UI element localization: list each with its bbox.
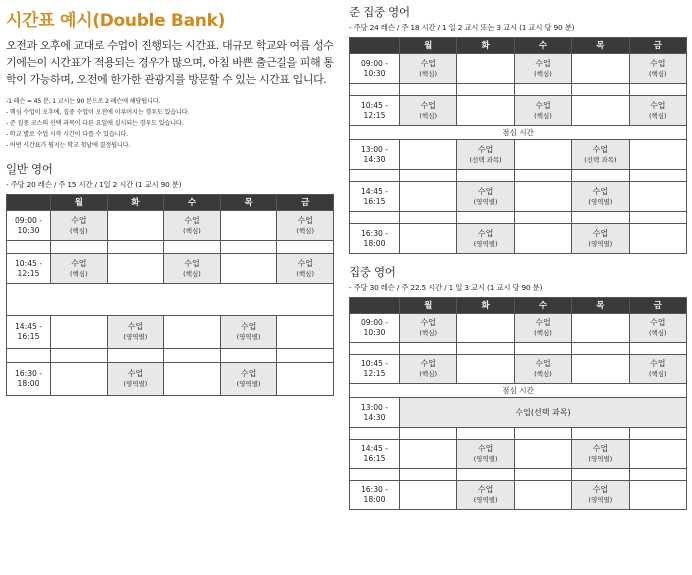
class-cell: 수업 (영역별) bbox=[572, 481, 629, 510]
spacer-row bbox=[7, 241, 334, 254]
table-row bbox=[350, 481, 687, 510]
left-column bbox=[6, 0, 334, 396]
table-row bbox=[350, 182, 687, 212]
table-row bbox=[350, 314, 687, 343]
time-cell: 16:30 - 18:00 bbox=[7, 363, 51, 396]
spacer-row bbox=[350, 170, 687, 182]
day-header: 목 bbox=[572, 298, 629, 314]
time-cell: 09:00 - 10:30 bbox=[350, 314, 400, 343]
time-cell: 14:45 - 16:15 bbox=[7, 316, 51, 349]
empty-cell bbox=[277, 363, 334, 396]
day-header: 금 bbox=[629, 298, 686, 314]
table-row bbox=[7, 211, 334, 241]
header-row bbox=[350, 38, 687, 54]
empty-cell bbox=[514, 481, 571, 510]
empty-cell bbox=[514, 182, 571, 212]
empty-cell bbox=[400, 224, 457, 254]
time-cell: 16:30 - 18:00 bbox=[350, 481, 400, 510]
empty-cell bbox=[457, 54, 514, 84]
note-item: - 학교 별로 수업 시작 시간이 다를 수 있습니다. bbox=[6, 131, 128, 138]
class-cell: 수업 (핵심) bbox=[629, 96, 686, 126]
class-cell: 수업 (핵심) bbox=[400, 96, 457, 126]
empty-cell bbox=[400, 440, 457, 469]
empty-cell bbox=[514, 140, 571, 170]
class-cell-wide: 수업(선택 과목) bbox=[400, 398, 687, 428]
spacer-row bbox=[7, 349, 334, 363]
right-column bbox=[349, 0, 687, 510]
empty-cell bbox=[629, 140, 686, 170]
lunch-label: 점심 시간 bbox=[350, 126, 687, 140]
time-cell: 10:45 - 12:15 bbox=[350, 355, 400, 384]
spacer-row bbox=[350, 469, 687, 481]
semi-title: 준 집중 영어 bbox=[349, 5, 410, 19]
table-row bbox=[7, 254, 334, 284]
class-cell: 수업 (선택 과목) bbox=[572, 140, 629, 170]
empty-cell bbox=[164, 363, 221, 396]
day-header: 월 bbox=[51, 195, 108, 211]
day-header: 목 bbox=[220, 195, 277, 211]
class-cell: 수업 (영역별) bbox=[572, 182, 629, 212]
table-row bbox=[7, 316, 334, 349]
empty-cell bbox=[572, 96, 629, 126]
notes-list bbox=[6, 96, 334, 151]
table-row bbox=[350, 224, 687, 254]
table-row bbox=[350, 140, 687, 170]
table-row bbox=[350, 96, 687, 126]
empty-cell bbox=[572, 314, 629, 343]
empty-cell bbox=[220, 211, 277, 241]
semi-subtitle: - 주당 24 레슨 / 주 18 시간 / 1 일 2 교시 또는 3 교시 (1 교시 당 90 분) bbox=[349, 23, 575, 32]
class-cell: 수업 (영역별) bbox=[457, 481, 514, 510]
time-cell: 13:00 - 14:30 bbox=[350, 140, 400, 170]
empty-cell bbox=[277, 316, 334, 349]
empty-cell bbox=[629, 440, 686, 469]
day-header: 수 bbox=[164, 195, 221, 211]
empty-cell bbox=[572, 54, 629, 84]
spacer-row bbox=[350, 428, 687, 440]
class-cell: 수업 (핵심) bbox=[514, 314, 571, 343]
empty-cell bbox=[107, 211, 164, 241]
page-title: 시간표 예시(Double Bank) bbox=[6, 11, 226, 31]
time-cell: 09:00 - 10:30 bbox=[7, 211, 51, 241]
day-header: 수 bbox=[514, 298, 571, 314]
note-item: - 준 집중 코스의 선택 과목이 다른 요일에 실시되는 경우도 있습니다. bbox=[6, 120, 184, 127]
header-row bbox=[7, 195, 334, 211]
class-cell: 수업 (영역별) bbox=[457, 224, 514, 254]
class-cell: 수업 (핵심) bbox=[629, 54, 686, 84]
class-cell: 수업 (영역별) bbox=[572, 440, 629, 469]
empty-cell bbox=[51, 316, 108, 349]
class-cell: 수업 (핵심) bbox=[514, 54, 571, 84]
intensive-schedule-table bbox=[349, 297, 687, 510]
empty-cell bbox=[514, 224, 571, 254]
class-cell: 수업 (핵심) bbox=[164, 211, 221, 241]
table-row bbox=[350, 440, 687, 469]
empty-cell bbox=[400, 140, 457, 170]
empty-cell bbox=[629, 182, 686, 212]
class-cell: 수업 (핵심) bbox=[51, 254, 108, 284]
header-blank bbox=[350, 38, 400, 54]
general-schedule-table bbox=[6, 194, 334, 396]
general-subtitle: - 주당 20 레슨 / 주 15 시간 / 1일 2 시간 (1 교시 90 분) bbox=[6, 180, 182, 189]
day-header: 월 bbox=[400, 38, 457, 54]
class-cell: 수업 (핵심) bbox=[514, 96, 571, 126]
day-header: 월 bbox=[400, 298, 457, 314]
time-cell: 16:30 - 18:00 bbox=[350, 224, 400, 254]
empty-cell bbox=[400, 182, 457, 212]
header-blank bbox=[7, 195, 51, 211]
class-cell: 수업 (핵심) bbox=[164, 254, 221, 284]
time-cell: 14:45 - 16:15 bbox=[350, 440, 400, 469]
lunch-row bbox=[350, 384, 687, 398]
empty-cell bbox=[629, 224, 686, 254]
time-cell: 14:45 - 16:15 bbox=[350, 182, 400, 212]
class-cell: 수업 (핵심) bbox=[629, 314, 686, 343]
empty-cell bbox=[220, 254, 277, 284]
day-header: 금 bbox=[629, 38, 686, 54]
time-cell: 09:00 - 10:30 bbox=[350, 54, 400, 84]
class-cell: 수업 (영역별) bbox=[220, 363, 277, 396]
day-header: 수 bbox=[514, 38, 571, 54]
class-cell: 수업 (영역별) bbox=[220, 316, 277, 349]
empty-cell bbox=[457, 96, 514, 126]
spacer-row bbox=[7, 284, 334, 316]
class-cell: 수업 (영역별) bbox=[107, 363, 164, 396]
spacer-row bbox=[350, 84, 687, 96]
intro-paragraph: 오전과 오후에 교대로 수업이 진행되는 시간표. 대규모 학교와 여름 성수기에는이 시간표가 적용되는 경우가 많으며, 아침 바쁜 출근길을 피해 통학이 가능하며, 오전에 한가한 관광지를 방문할 수 있는 시간표 입니다. bbox=[6, 39, 334, 86]
header-row bbox=[350, 298, 687, 314]
empty-cell bbox=[400, 481, 457, 510]
day-header: 금 bbox=[277, 195, 334, 211]
time-cell: 10:45 - 12:15 bbox=[350, 96, 400, 126]
table-row bbox=[350, 355, 687, 384]
class-cell: 수업 (영역별) bbox=[572, 224, 629, 254]
spacer-row bbox=[350, 212, 687, 224]
note-item: - 어떤 시간표가 될지는 학교 첫날에 결정됩니다. bbox=[6, 142, 131, 149]
class-cell: 수업 (핵심) bbox=[629, 355, 686, 384]
class-cell: 수업 (핵심) bbox=[514, 355, 571, 384]
class-cell: 수업 (핵심) bbox=[277, 254, 334, 284]
class-cell: 수업 (핵심) bbox=[51, 211, 108, 241]
lunch-row bbox=[350, 126, 687, 140]
semi-schedule-table bbox=[349, 37, 687, 254]
empty-cell bbox=[164, 316, 221, 349]
note-item: - 핵심 수업이 오후에, 집중 수업이 오전에 이루어지는 경우도 있습니다. bbox=[6, 109, 190, 116]
class-cell: 수업 (영역별) bbox=[457, 440, 514, 469]
note-item: -1 레슨 = 45 분, 1 교시는 90 분으로 2 레슨에 해당됩니다. bbox=[6, 98, 161, 105]
intensive-subtitle: - 주당 30 레슨 / 주 22.5 시간 / 1 일 3 교시 (1 교시 당 90 분) bbox=[349, 283, 543, 292]
day-header: 화 bbox=[457, 298, 514, 314]
day-header: 화 bbox=[457, 38, 514, 54]
empty-cell bbox=[457, 314, 514, 343]
class-cell: 수업 (핵심) bbox=[277, 211, 334, 241]
class-cell: 수업 (핵심) bbox=[400, 355, 457, 384]
day-header: 목 bbox=[572, 38, 629, 54]
empty-cell bbox=[514, 440, 571, 469]
class-cell: 수업 (영역별) bbox=[457, 182, 514, 212]
empty-cell bbox=[629, 481, 686, 510]
general-title: 일반 영어 bbox=[6, 162, 53, 176]
empty-cell bbox=[457, 355, 514, 384]
table-row bbox=[350, 54, 687, 84]
lunch-label: 점심 시간 bbox=[350, 384, 687, 398]
day-header: 화 bbox=[107, 195, 164, 211]
class-cell: 수업 (핵심) bbox=[400, 54, 457, 84]
class-cell: 수업 (핵심) bbox=[400, 314, 457, 343]
time-cell: 13:00 - 14:30 bbox=[350, 398, 400, 428]
spacer-row bbox=[350, 343, 687, 355]
empty-cell bbox=[51, 363, 108, 396]
time-cell: 10:45 - 12:15 bbox=[7, 254, 51, 284]
class-cell: 수업 (영역별) bbox=[107, 316, 164, 349]
header-blank bbox=[350, 298, 400, 314]
intensive-title: 집중 영어 bbox=[349, 265, 396, 279]
empty-cell bbox=[107, 254, 164, 284]
table-row bbox=[350, 398, 687, 428]
empty-cell bbox=[572, 355, 629, 384]
class-cell: 수업 (선택 과목) bbox=[457, 140, 514, 170]
table-row bbox=[7, 363, 334, 396]
